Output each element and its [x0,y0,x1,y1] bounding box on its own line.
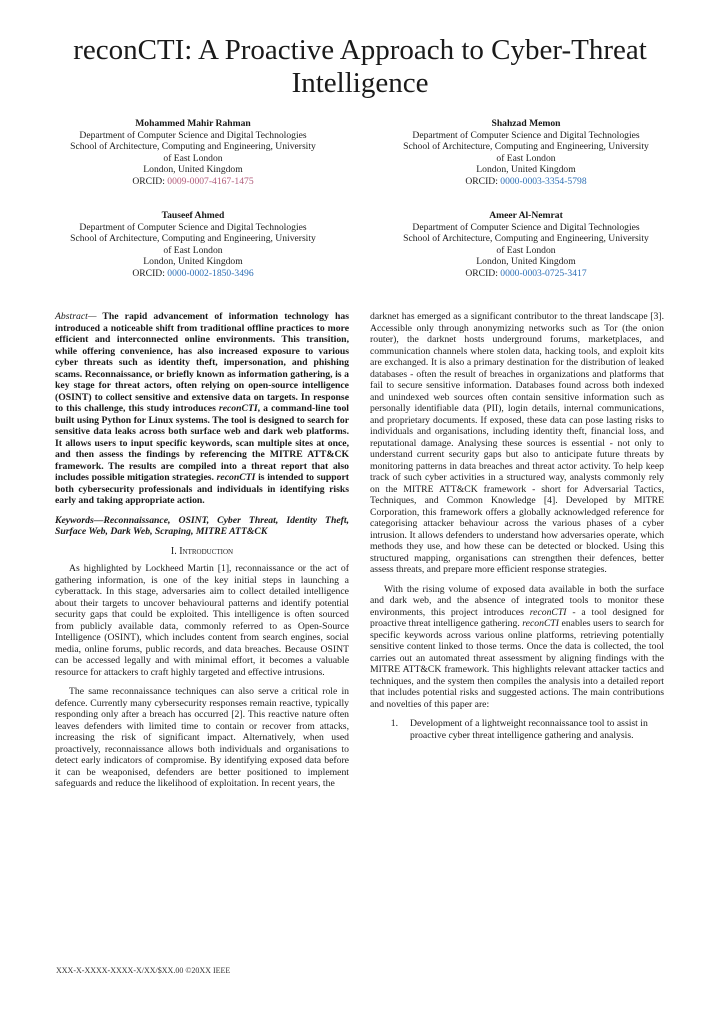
orcid-link[interactable]: 0009-0007-4167-1475 [167,175,254,187]
orcid-link[interactable]: 0000-0002-1850-3496 [167,267,254,279]
author-school: School of Architecture, Computing and Engineering, University [403,233,649,245]
author-school-cont: of East London [496,244,556,256]
orcid-label: ORCID: [465,267,498,279]
abstract [55,311,349,507]
orcid-label: ORCID: [132,267,165,279]
tool-name: reconCTI [218,403,258,414]
abstract-text: The rapid advancement of information technology has introduced a noticeable shift from traditional offline practices to more efficient and interconnected online environments. This transition, while offering convenience, has also increased exposure to various cyber threats such as identity theft, impersonation, and phishing scams. Reconnaissance, or briefly known as information gathering, is a key stage for threat actors, often relying on open-source intelligence (OSINT) to collect sensitive and extensive data on targets. In response to this challenge, this study introduces [55,311,349,414]
author-name: Ameer Al-Nemrat [489,210,563,221]
orcid-label: ORCID: [132,175,165,187]
section-heading: I. Introduction [170,545,234,557]
author-name: Mohammed Mahir Rahman [135,118,251,129]
orcid-label: ORCID: [465,175,498,187]
list-item [370,718,664,741]
keywords: Keywords—Reconnaissance, OSINT, Cyber Threat, Identity Theft, Surface Web, Dark Web, Scraping, MITRE ATT&CK [55,514,349,537]
author-orcid [376,176,676,188]
author-school-cont: of East London [163,152,223,164]
paragraph-text: With the rising volume of exposed data available in both the surface and dark web, and the absence of integrated tools to monitor these environments, this project introduces [370,583,664,618]
author-name: Tauseef Ahmed [161,210,225,221]
paragraph-text: - a tool designed for proactive threat intelligence gathering. [370,606,665,629]
author-block-1 [43,118,343,188]
author-block-4 [376,210,676,280]
author-orcid [43,268,343,280]
right-column [370,311,664,741]
tool-name: reconCTI [529,606,567,618]
author-location: London, United Kingdom [476,164,576,176]
author-orcid [43,176,343,188]
author-block-2 [376,118,676,188]
author-name: Shahzad Memon [491,118,561,129]
author-location: London, United Kingdom [143,256,243,268]
page-title: reconCTI: A Proactive Approach to Cyber-Threat Intelligence [73,34,647,99]
contributions-list [370,718,664,741]
author-dept: Department of Computer Science and Digital Technologies [79,221,307,233]
abstract-text: is intended to support both cybersecurity professionals and individuals in identifying risks early and taking appropriate action. [55,472,349,506]
author-dept: Department of Computer Science and Digital Technologies [79,129,307,141]
abstract-lead: Abstract— [55,311,97,322]
paragraph-text: enables users to search for specific keywords across various online platforms, retrieving potentially sensitive content linked to those terms. Once the data is collected, the tool carries out an automated threat assessment by aligning findings with the MITRE ATT&CK framework. This highlights relevant attacker tactics and techniques, and the system then compiles the analysis into a detailed report that includes potential risks and suggested actions. The main contributions and novelties of this paper are: [370,618,664,710]
author-school-cont: of East London [163,244,223,256]
list-text: Development of a lightweight reconnaissance tool to assist in proactive cyber threat intelligence gathering and analysis. [410,718,648,741]
right-paragraph-1: darknet has emerged as a significant contributor to the threat landscape [3]. Accessible only through anonymizing networks such as Tor (the onion router), the darknet hosts underground forums, marketplaces, and communication channels where stolen data, hacking tools, and exploit kits are exchanged. It is also a primary destination for the distribution of leaked databases - often the result of breaches in organizations and platforms that fail to secure sensitive information. Databases found across both indexed and unindexed web sources often contain sensitive information such as personally identifiable data (PII), login details, internal communications, and proprietary documents. If exposed, these data can pose lasting risks to individuals and organisations, including identity theft, financial loss, and reputational damage. Analysing these sources is essential - not only to understand current security gaps but also to anticipate future threats by monitoring patterns in data breaches and threat actor activity. To help keep track of such cyber activities in a structured way, analysts commonly rely on the MITRE ATT&CK framework - short for Adversarial Tactics, Techniques, and Common Knowledge [4]. Developed by MITRE Corporation, this framework offers a globally acknowledged reference for categorising attacker behaviour across the various phases of a cyber intrusion. It allows defenders to understand how adversaries operate, which methods they use, and how these can be detected or blocked. Using this structured mapping, organisations can strengthen their defences, better assess threats, and prepare more efficient response strategies. [370,311,664,575]
orcid-link[interactable]: 0000-0003-0725-3417 [500,267,587,279]
intro-paragraph-2: The same reconnaissance techniques can also serve a critical role in defence. Currently many cybersecurity responses remain reactive, typically responding only after a breach has occurred [2]. This reactive nature often leaves defenders with limited time to contain or recover from attacks, increasing the risk of significant impact. Alternatively, when used proactively, reconnaissance allows both individuals and organisations to detect early indicators of compromise. By identifying exposed data before it can be weaponised, defenders are better positioned to implement safeguards and reduce the likelihood of exploitation. In recent years, the [55,686,349,789]
author-school: School of Architecture, Computing and Engineering, University [70,233,316,245]
copyright-footer: XXX-X-XXXX-XXXX-X/XX/$XX.00 ©20XX IEEE [56,966,231,975]
intro-paragraph-1: As highlighted by Lockheed Martin [1], reconnaissance or the act of gathering information, is one of the key initial steps in launching a cyberattack. In this stage, adversaries aim to collect detailed intelligence about their targets to uncover behavioural patterns and identify potential security gaps that could be exploited. This intelligence is often sourced from publicly available data, commonly referred to as Open-Source Intelligence (OSINT), which includes content from search engines, social media, online forums, public records, and data breaches. Because OSINT can be accessed legally and with minimal effort, it becomes a valuable resource for attackers to craft highly targeted and effective intrusions. [55,563,349,678]
right-paragraph-2 [370,584,664,711]
author-orcid [376,268,676,280]
author-location: London, United Kingdom [476,256,576,268]
author-school: School of Architecture, Computing and Engineering, University [70,141,316,153]
author-dept: Department of Computer Science and Digital Technologies [412,129,640,141]
author-dept: Department of Computer Science and Digital Technologies [412,221,640,233]
author-school-cont: of East London [496,152,556,164]
orcid-link[interactable]: 0000-0003-3354-5798 [500,175,587,187]
list-number: 1. [390,718,398,729]
tool-name: reconCTI [216,472,256,483]
author-school: School of Architecture, Computing and Engineering, University [403,141,649,153]
tool-name: reconCTI [522,618,560,629]
abstract-text: , a command-line tool built using Python for Linux systems. The tool is designed to search for sensitive data leaks across both surface web and dark web platforms. It allows users to input specific keywords, scan multiple sites at once, and then assess the findings by referencing the MITRE ATT&CK framework. The results are compiled into a threat report that also includes possible mitigation strategies. [55,403,349,483]
left-column [55,311,349,798]
author-location: London, United Kingdom [143,164,243,176]
author-block-3 [43,210,343,280]
